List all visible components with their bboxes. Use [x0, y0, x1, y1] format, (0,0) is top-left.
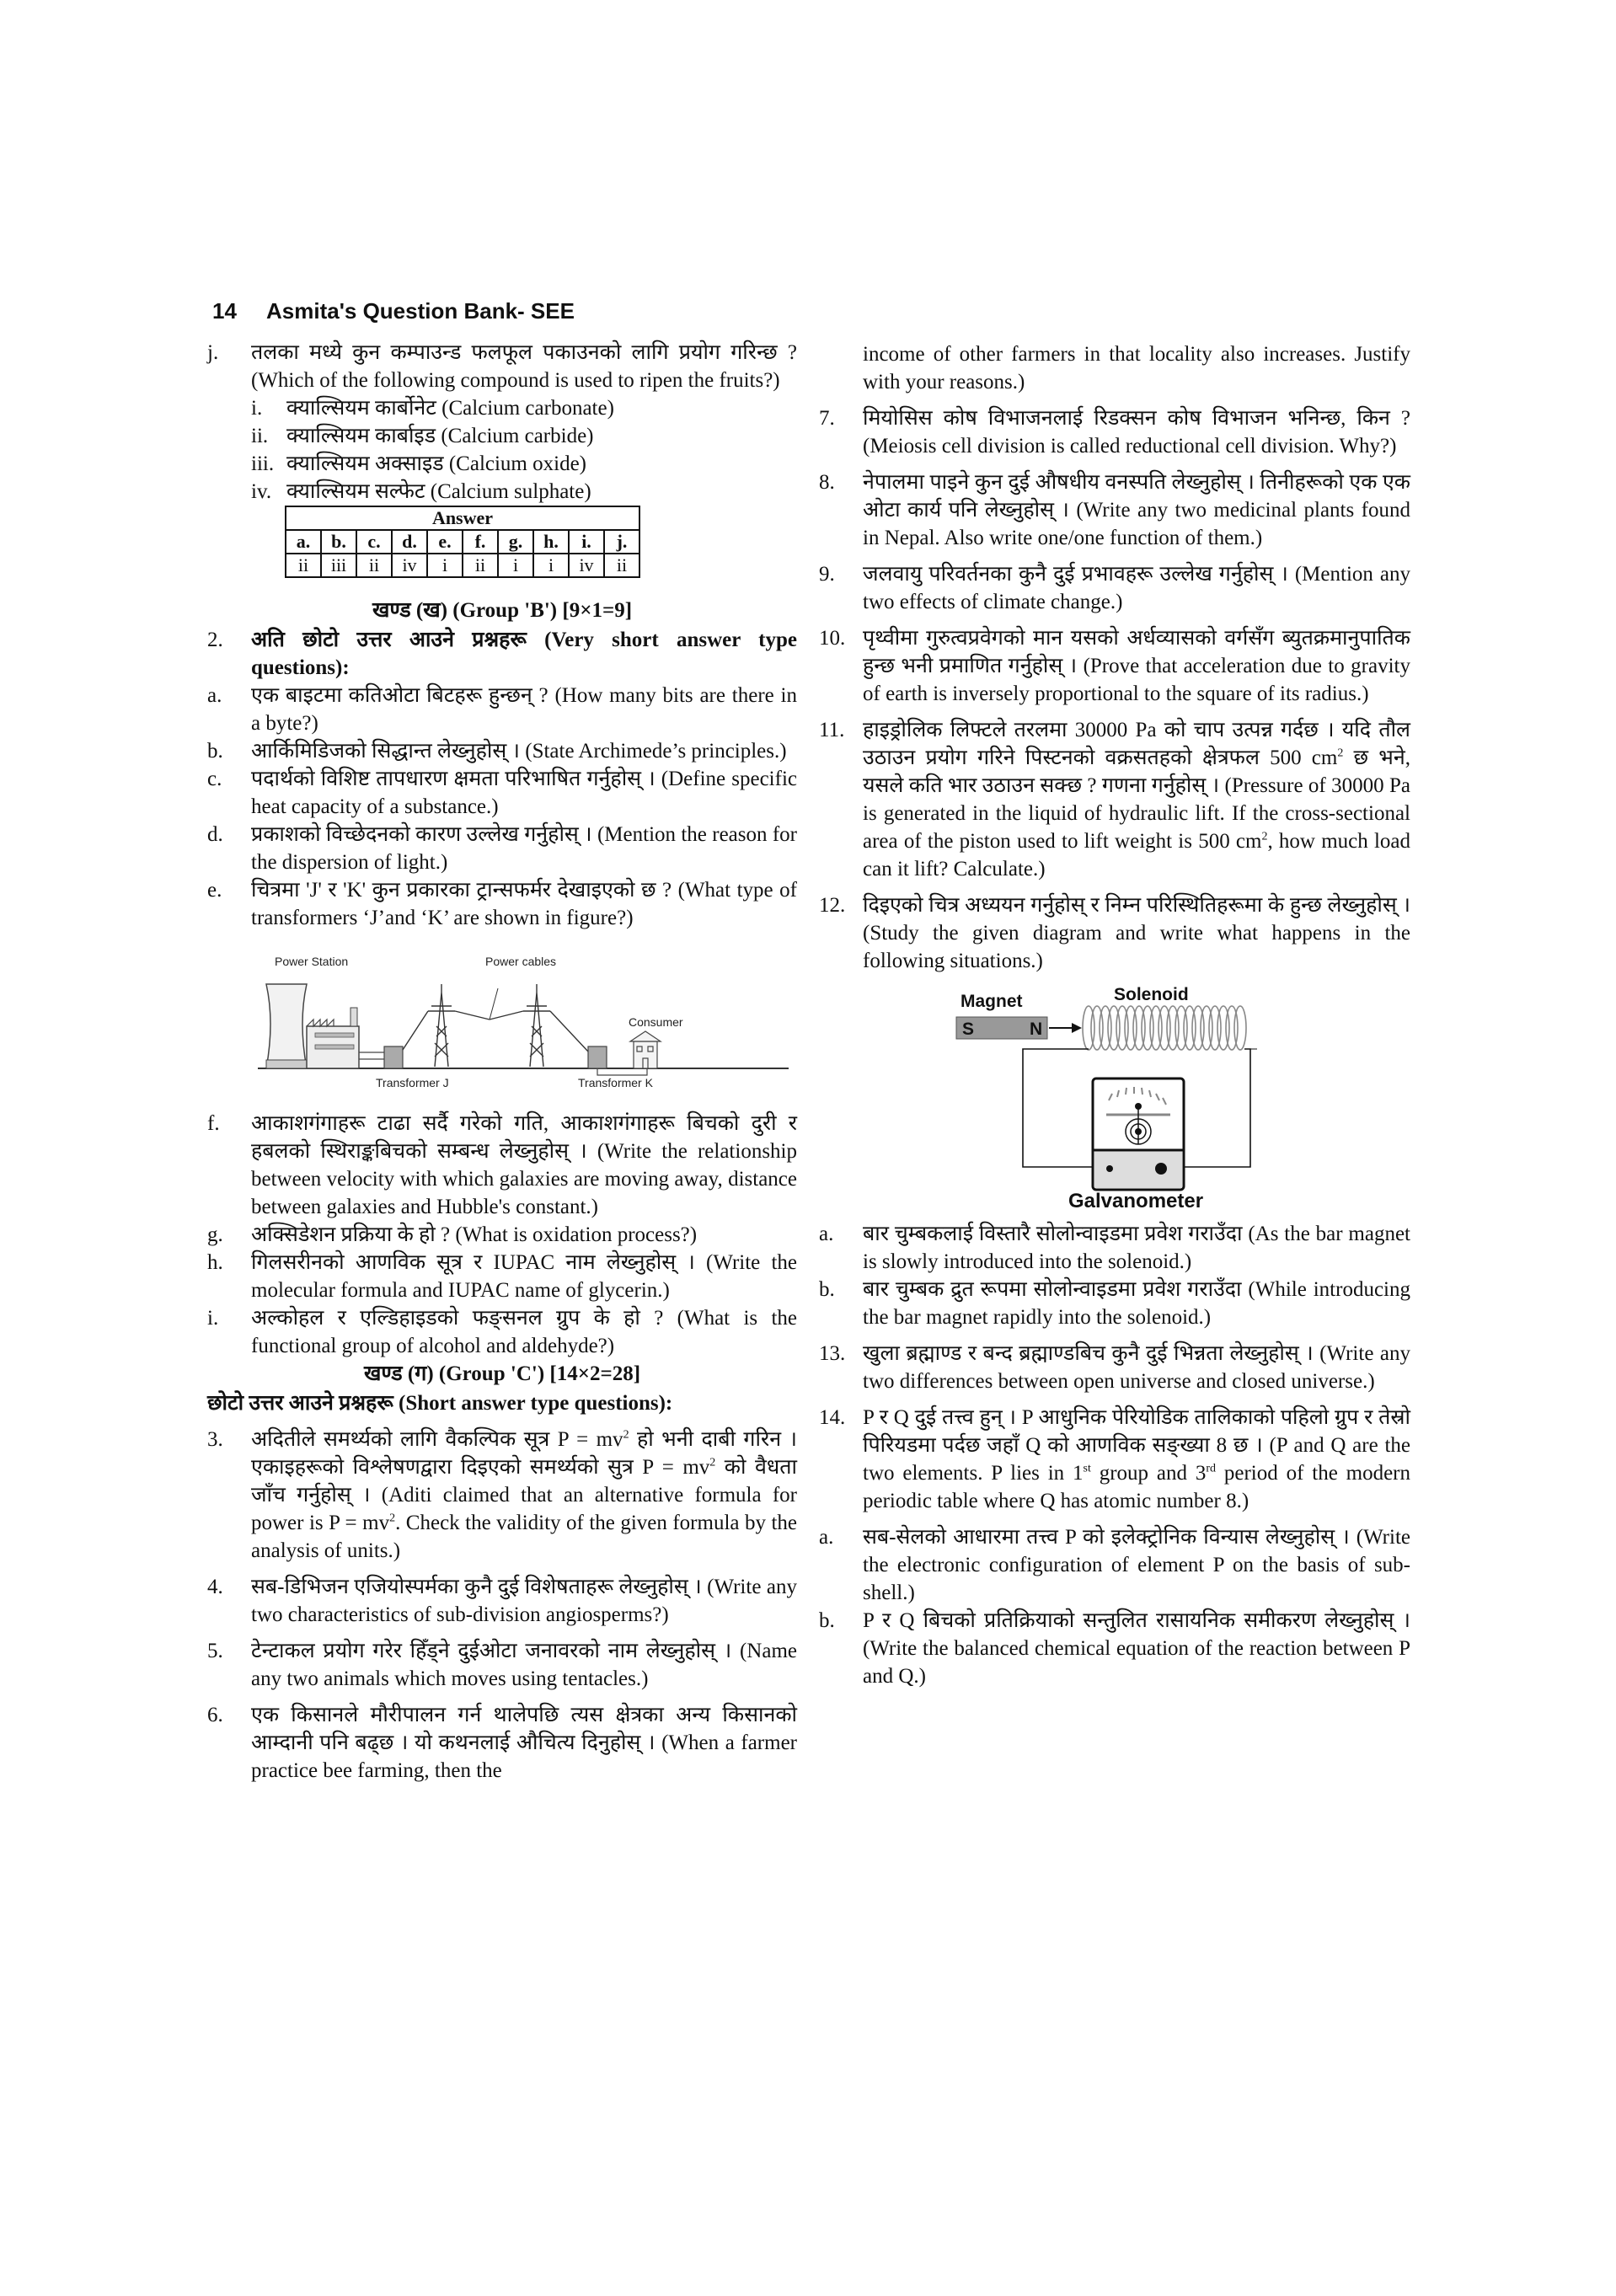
question-2a: a. एक बाइटमा कतिओटा बिटहरू हुन्छन् ? (How many bits are there in a byte?) [207, 684, 797, 735]
question-2h: h. गिलसरीनको आणविक सूत्र र IUPAC नाम लेख्नुहोस् । (Write the molecular formula and IUPAC name of glycerin.) [207, 1251, 797, 1302]
question-14a: a. सब-सेलको आधारमा तत्त्व P को इलेक्ट्रोनिक विन्यास लेख्नुहोस् । (Write the electronic configuration of element P on the basis of sub-shell.) [819, 1526, 1410, 1604]
answer-key: b. [321, 530, 356, 554]
option-item: ii. क्याल्सियम कार्बाइड (Calcium carbide) [251, 425, 594, 447]
answer-value: ii [356, 554, 392, 577]
answer-key: a. [286, 530, 321, 554]
label-galvanometer: Galvanometer [1068, 1190, 1204, 1209]
circuit-wire [1023, 1049, 1093, 1167]
answer-key: d. [392, 530, 427, 554]
answer-key: e. [427, 530, 463, 554]
answer-value: i [427, 554, 463, 577]
option-item: iii. क्याल्सियम अक्साइड (Calcium oxide) [251, 452, 586, 475]
group-b-title: खण्ड (ख) (Group 'B') [9×1=9] [372, 599, 633, 622]
label-magnet: Magnet [961, 992, 1023, 1011]
answer-keys-row [286, 530, 639, 554]
option-item: iv. क्याल्सियम सल्फेट (Calcium sulphate) [251, 480, 591, 503]
power-transmission-figure [207, 942, 797, 1101]
question-2e: e. चित्रमा 'J' र 'K' कुन प्रकारका ट्रान्सफर्मर देखाइएको छ ? (What type of transformers ‘J’and ‘K’ are shown in figure?) [207, 879, 797, 929]
transformer-k-icon [588, 1046, 607, 1068]
question-4: 4. सब-डिभिजन एजियोस्पर्मका कुनै दुई विशेषताहरू लेख्नुहोस् । (Write any two characteristics of sub-division angiosperms?) [207, 1576, 797, 1626]
label-solenoid: Solenoid [1114, 985, 1189, 1004]
question-8: 8. नेपालमा पाइने कुन दुई औषधीय वनस्पति लेख्नुहोस् । तिनीहरूको एक एक ओटा कार्य पनि लेख्नुहोस् । (Write any two medicinal plants found in Nepal. Also write one/one function of them.) [819, 471, 1410, 549]
question-2c: c. पदार्थको विशिष्ट तापधारण क्षमता परिभाषित गर्नुहोस् । (Define specific heat capacity of a substance.) [207, 768, 797, 818]
question-2-heading: 2. अति छोटो उत्तर आउने प्रश्नहरू (Very short answer type questions): [207, 629, 798, 679]
question-6-continued: income of other farmers in that locality also increases. Justify with your reasons.) [863, 343, 1410, 393]
answer-key: c. [356, 530, 392, 554]
magnet-pole-n: N [1030, 1020, 1043, 1039]
solenoid-coil-icon [1083, 1006, 1246, 1050]
answer-value: ii [286, 554, 321, 577]
question-13: 13. खुला ब्रह्माण्ड र बन्द ब्रह्माण्डबिच कुनै दुई भिन्नता लेख्नुहोस् । (Write any two differences between open universe and closed universe.) [819, 1342, 1410, 1393]
question-14b: b. P र Q बिचको प्रतिक्रियाको सन्तुलित रासायनिक समीकरण लेख्नुहोस् । (Write the balanced chemical equation of the reaction between P and Q.) [819, 1609, 1410, 1688]
question-6: 6. एक किसानले मौरीपालन गर्न थालेपछि त्यस क्षेत्रका अन्य किसानको आम्दानी पनि बढ्छ । यो कथनलाई औचित्य दिनुहोस् । (When a farmer practice bee farming, then the [207, 1704, 797, 1782]
option-item: i. क्याल्सियम कार्बोनेट (Calcium carbonate) [251, 397, 614, 420]
answer-value: iv [392, 554, 427, 577]
answer-key: f. [463, 530, 498, 554]
question-2b: b. आर्किमिडिजको सिद्धान्त लेख्नुहोस् । (State Archimede’s principles.) [207, 740, 787, 763]
coil-loop [1234, 1006, 1246, 1050]
question-12: 12. दिइएको चित्र अध्ययन गर्नुहोस् र निम्न परिस्थितिहरूमा के हुन्छ लेख्नुहोस् । (Study the given diagram and write what happens in the following situations.) [819, 894, 1410, 972]
consumer-house-icon [630, 1031, 661, 1068]
q1j-options [207, 394, 797, 506]
answer-table-title: Answer [286, 506, 639, 530]
label-transformer-k: Transformer K [578, 1076, 653, 1089]
group-c-heading: छोटो उत्तर आउने प्रश्नहरू (Short answer type questions): [207, 1392, 673, 1415]
pylon-icon [403, 984, 490, 1067]
label-power-cables: Power cables [485, 955, 557, 968]
label-consumer: Consumer [629, 1015, 683, 1029]
answer-key: i. [569, 530, 604, 554]
solenoid-diagram [819, 982, 1409, 1209]
answer-value: ii [463, 554, 498, 577]
question-12a: a. बार चुम्बकलाई विस्तारै सोलोन्वाइडमा प्रवेश गराउँदा (As the bar magnet is slowly introduced into the solenoid.) [819, 1223, 1410, 1273]
answer-key: h. [533, 530, 569, 554]
label-power-station: Power Station [275, 955, 349, 968]
question-2d: d. प्रकाशको विच्छेदनको कारण उल्लेख गर्नुहोस् । (Mention the reason for the dispersion of light.) [207, 823, 797, 874]
right-column [819, 340, 1410, 1690]
cooling-tower-icon [266, 984, 307, 1068]
answer-values-row [286, 554, 639, 577]
page-header [212, 298, 575, 324]
question-1j: j. तलका मध्ये कुन कम्पाउन्ड फलफूल पकाउनको लागि प्रयोग गरिन्छ ? (Which of the following compound is used to ripen the fruits?) [207, 341, 797, 392]
question-9: 9. जलवायु परिवर्तनका कुनै दुई प्रभावहरू उल्लेख गर्नुहोस् । (Mention any two effects of climate change.) [819, 563, 1410, 613]
solenoid-figure [819, 982, 1410, 1217]
answer-key: g. [498, 530, 533, 554]
answer-value: ii [604, 554, 639, 577]
answer-value: iv [569, 554, 604, 577]
question-7: 7. मियोसिस कोष विभाजनलाई रिडक्सन कोष विभाजन भनिन्छ, किन ? (Meiosis cell division is called reductional cell division. Why?) [819, 407, 1410, 458]
galvanometer-icon [1093, 1078, 1184, 1190]
answer-key: j. [604, 530, 639, 554]
magnet-pole-s: S [962, 1020, 975, 1039]
page-number: 14 [212, 298, 237, 324]
power-cables-pointer [490, 988, 498, 1020]
power-transmission-diagram [207, 942, 797, 1094]
answer-value: i [498, 554, 533, 577]
question-2i: i. अल्कोहल र एल्डिहाइडको फङ्सनल ग्रुप के हो ? (What is the functional group of alcohol and aldehyde?) [207, 1307, 797, 1357]
group-c-title: खण्ड (ग) (Group 'C') [14×2=28] [363, 1362, 641, 1385]
answer-value: i [533, 554, 569, 577]
question-10: 10. पृथ्वीमा गुरुत्वप्रवेगको मान यसको अर्धव्यासको वर्गसँग ब्युतक्रमानुपातिक हुन्छ भनी प्रमाणित गर्नुहोस् । (Prove that acceleration due to gravity of earth is inversely proportional to the square of its radius.) [819, 627, 1410, 705]
answer-table [285, 506, 640, 578]
label-transformer-j: Transformer J [376, 1076, 449, 1089]
question-3: 3. अदितीले समर्थ्यको लागि वैकल्पिक सूत्र $P = mv^2$ हो भनी दाबी गरिन । एकाइहरूको विश्लेषणद्वारा दिइएको समर्थ्यको सुत्र $P = mv^2$ को वैधता जाँच गर्नुहोस् । (Aditi claimed that an alternative formula for power is $P = mv^2$. Check the validity of the given formula by the analysis of units.) [207, 1428, 797, 1562]
question-11: 11. हाइड्रोलिक लिफ्टले तरलमा 30000 Pa को चाप उत्पन्न गर्दछ । यदि तौल उठाउन प्रयोग गरिने पिस्टनको वक्रसतहको क्षेत्रफल 500 $cm^2$ छ भने, यसले कति भार उठाउन सक्छ ? गणना गर्नुहोस् । (Pressure of 30000 Pa is generated in the liquid of hydraulic lift. If the cross-sectional area of the piston used to lift weight is 500 $cm^2$, how much load can it lift? Calculate.) [819, 719, 1411, 880]
transformer-j-icon [384, 1046, 403, 1068]
question-5: 5. टेन्टाकल प्रयोग गरेर हिँड्ने दुईओटा जनावरको नाम लेख्नुहोस् । (Name any two animals which moves using tentacles.) [207, 1640, 797, 1690]
question-2g: g. अक्सिडेशन प्रक्रिया के हो ? (What is oxidation process?) [207, 1223, 698, 1246]
left-column [207, 339, 797, 1785]
answer-value: iii [321, 554, 356, 577]
question-12b: b. बार चुम्बक द्रुत रूपमा सोलोन्वाइडमा प्रवेश गराउँदा (While introducing the bar magnet rapidly into the solenoid.) [819, 1278, 1410, 1329]
pylon-icon [490, 984, 588, 1067]
book-title: Asmita's Question Bank- SEE [266, 298, 575, 324]
circuit-wire [1184, 1049, 1250, 1167]
question-14: 14. P र Q दुई तत्त्व हुन् । P आधुनिक पेरियोडिक तालिकाको पहिलो ग्रुप र तेस्रो पिरियडमा पर्दछ जहाँ Q को आणविक सङ्ख्या 8 छ । (P and Q are the two elements. P lies in 1st group and 3rd period of the modern periodic table where Q has atomic number 8.) [819, 1406, 1411, 1512]
question-2f: f. आकाशगंगाहरू टाढा सर्दै गरेको गति, आकाशगंगाहरू बिचको दुरी र हबलको स्थिराङ्कबिचको सम्बन्ध लेख्नुहोस् । (Write the relationship between velocity with which galaxies are moving away, distance between galaxies and Hubble's constant.) [207, 1112, 797, 1218]
